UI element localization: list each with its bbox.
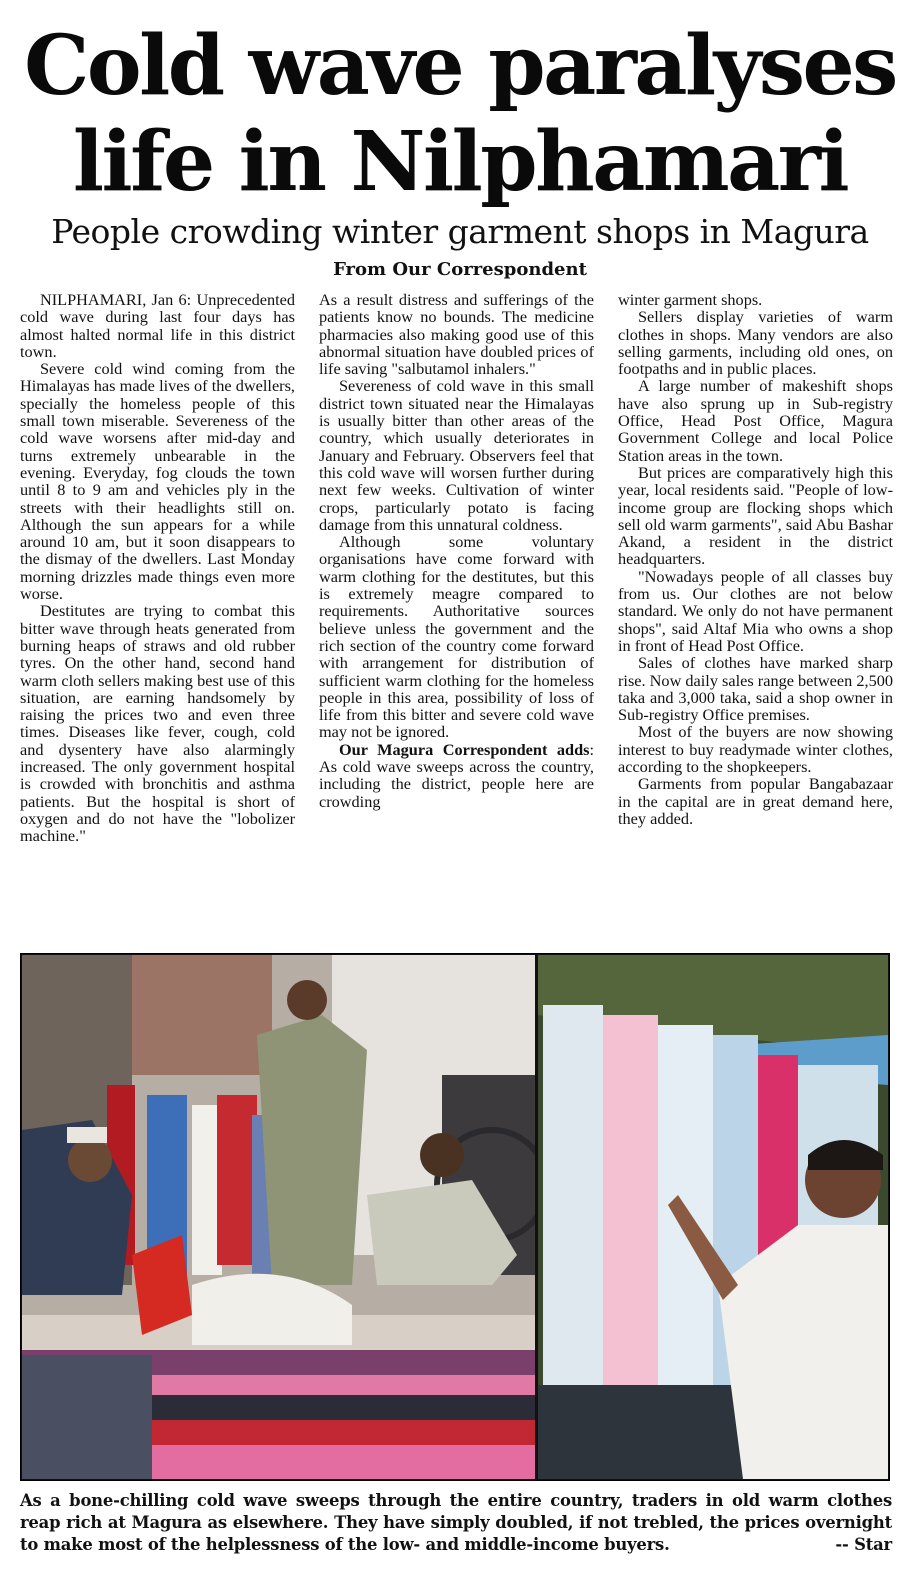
byline: From Our Correspondent — [333, 259, 587, 280]
paragraph-continued: winter garment shops. — [618, 291, 763, 309]
paragraph: Severe cold wind coming from the Himalayas has made lives of the dwellers, specially the homeless people of this small town miserable. Severeness of the cold wave worsens after mid-day and turns extremely unbearable in the evening. Everyday, fog clouds the town until 8 to 9 am and vehicles ply in the streets with their headlights still on. Although the sun appears for a while around 10 am, but it soon disappears to the dismay of the dwellers. Last Monday morning drizzles made things even more worse. — [20, 359, 295, 604]
article-column-2 — [319, 291, 594, 939]
headline — [20, 18, 900, 210]
paragraph-text: : As cold wave sweeps across the country, including the district, people here are crowding — [319, 739, 594, 811]
paragraph: Sellers display varieties of warm clothes in shops. Many vendors are also selling garments, including old ones, on footpaths and in public places. — [618, 307, 893, 379]
photo-caption — [20, 1490, 892, 1556]
paragraph: But prices are comparatively high this year, local residents said. "People of low-income group are flocking shops which sell old warm garments", said Abu Bashar Akand, a resident in the district headquarters. — [618, 462, 893, 569]
paragraph: Garments from popular Bangabazaar in the capital are in great demand here, they added. — [618, 774, 893, 828]
paragraph-magura-intro — [319, 741, 594, 810]
paragraph: Severeness of cold wave in this small district town situated near the Himalayas is usually bitter than other areas of the country, which usually deteriorates in January and February. Observers feel that this cold wave will worsen further during next few weeks. Cultivation of winter crops, particularly potato is facing damage from this unnatural coldness. — [319, 376, 594, 534]
photo-pair — [20, 953, 890, 1481]
paragraph: NILPHAMARI, Jan 6: Unprecedented cold wave during last four days has almost halted normal life in this district town. — [20, 291, 295, 361]
paragraph: A large number of makeshift shops have also sprung up in Sub-registry Office, Head Post Office, Magura Government College and local Police Station areas in the town. — [618, 376, 893, 465]
market-stall-image — [22, 955, 535, 1479]
caption-text: As a bone-chilling cold wave sweeps through the entire country, traders in old warm clothes reap rich at Magura as elsewhere. They have simply doubled, if not trebled, the prices overnight to make most of the helplessness of the low- and middle-income buyers. — [20, 1491, 892, 1554]
subheadline: People crowding winter garment shops in Magura — [51, 212, 869, 251]
photo-market-stall — [22, 955, 535, 1479]
paragraph: Destitutes are trying to combat this bitter wave through heats generated from burning heaps of straws and old rubber tyres. On the other hand, second hand warm cloth sellers making best use of this situation, are earning handsomely by raising the prices two and even three times. Diseases like fever, cough, cold and dysentery have also alarmingly increased. The only government hospital is crowded with bronchitis and asthma patients. But the hospital is short of oxygen and do not have the "lobolizer machine." — [20, 601, 295, 846]
photo-scarf-vendor — [538, 955, 888, 1479]
correspondent-lead: Our Magura Correspondent adds — [339, 739, 590, 759]
headline-line-2: life in Nilphamari — [72, 114, 848, 210]
paragraph: Sales of clothes have marked sharp rise. Now daily sales range between 2,500 taka and 3,000 taka, said a shop owner in Sub-registry Office premises. — [618, 653, 893, 725]
photo-credit: -- Star — [835, 1535, 892, 1554]
paragraph: Although some voluntary organisations have come forward with warm clothing for the destitutes, but this is extremely meagre compared to requirements. Authoritative sources believe unless the government and the rich section of the country come forward with arrangement for distribution of sufficient warm clothing for the homeless people in this area, possibility of loss of life from this bitter and severe cold wave may not be ignored. — [319, 532, 594, 742]
paragraph: Most of the buyers are now showing interest to buy readymade winter clothes, according to the shopkeepers. — [618, 722, 893, 777]
article-column-1 — [20, 291, 295, 939]
paragraph: "Nowadays people of all classes buy from us. Our clothes are not below standard. We only do not have permanent shops", said Altaf Mia who owns a shop in front of Head Post Office. — [618, 566, 893, 655]
paragraph-continued: As a result distress and sufferings of the patients know no bounds. The medicine pharmacies also making good use of this abnormal situation have doubled prices of life saving "salbutamol inhalers." — [319, 291, 594, 379]
article-column-3 — [618, 291, 893, 939]
headline-line-1: Cold wave paralyses — [24, 18, 896, 114]
scarf-vendor-image — [538, 955, 888, 1479]
